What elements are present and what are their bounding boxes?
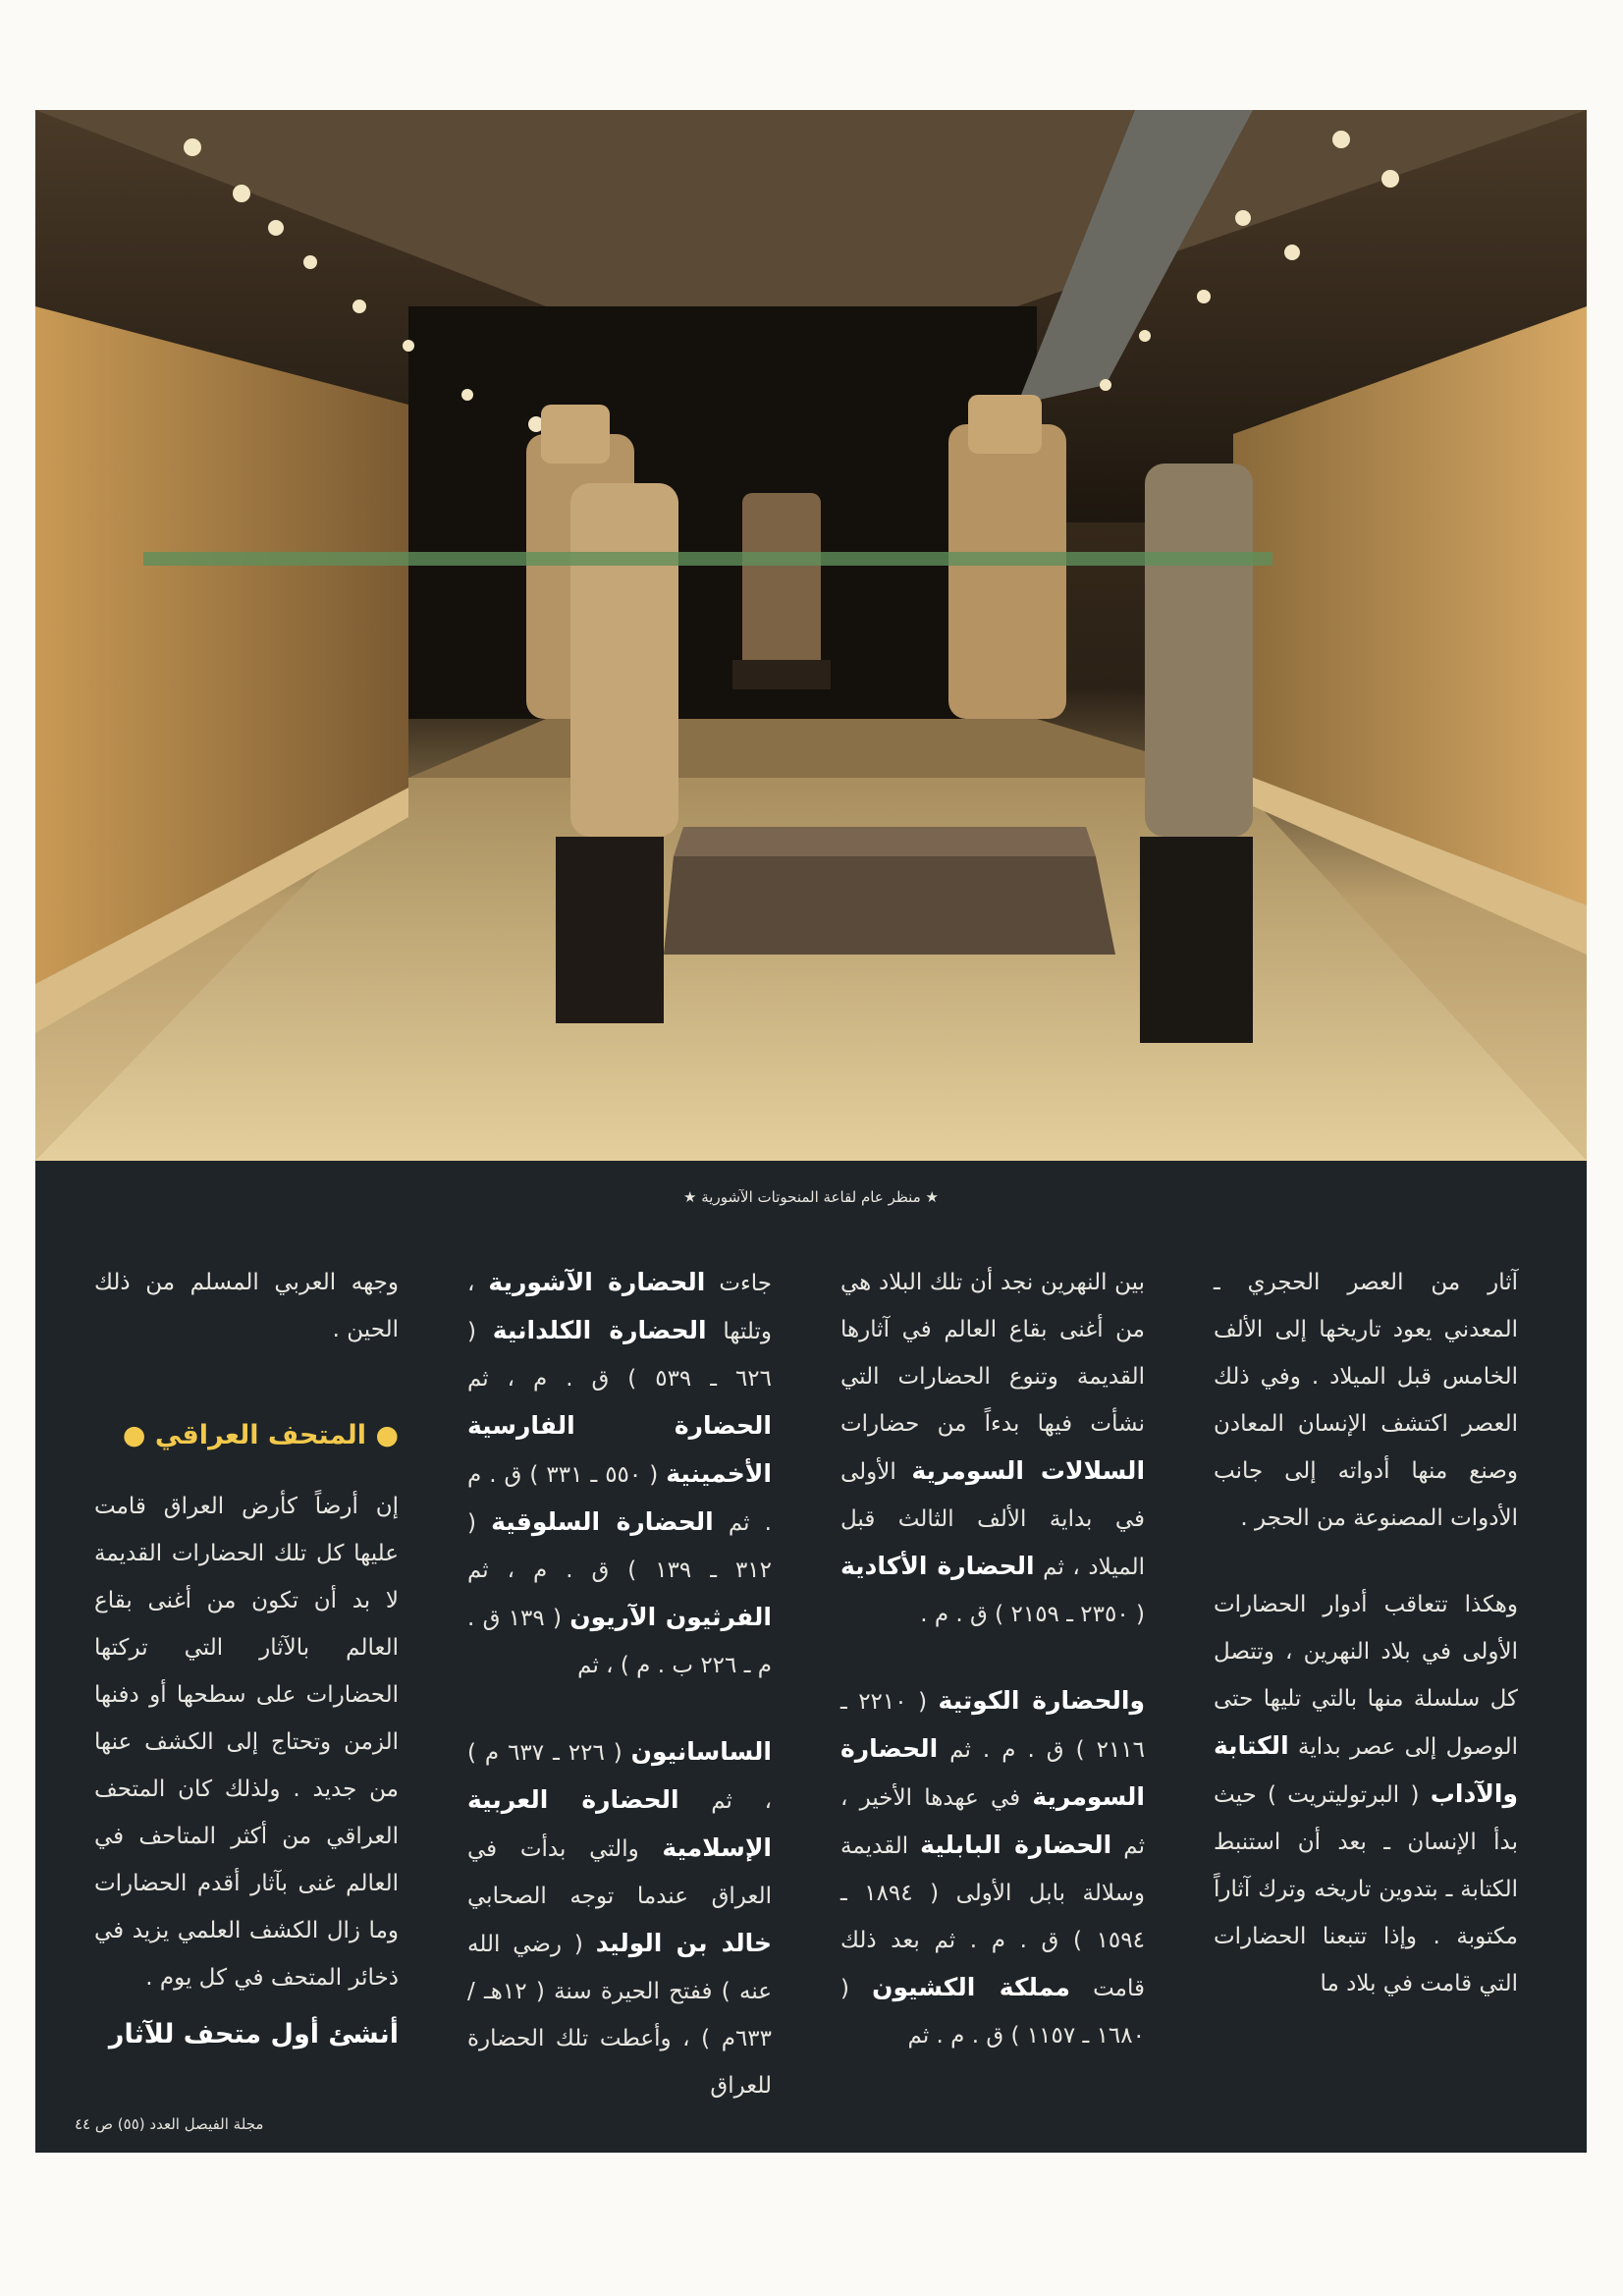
bold-term: الحضارة الأكادية — [840, 1552, 1035, 1580]
paragraph — [467, 1728, 772, 2109]
bold-term: الحضارة البابلية — [920, 1831, 1112, 1859]
paragraph — [1214, 1581, 1518, 2007]
museum-hall-illustration — [35, 110, 1587, 1161]
subheading-text: المتحف العراقي — [154, 1420, 367, 1450]
paragraph — [840, 1677, 1145, 2059]
text-span: ( ١٣٩ ق . م ـ ٢٢٦ ب . م ) ، ثم — [467, 1606, 772, 1678]
bold-term: الحضارة العربية الإسلامية — [467, 1785, 773, 1862]
bold-term: والحضارة الكوتية — [938, 1686, 1145, 1715]
paragraph: وجهه العربي المسلم من ذلك الحين . — [94, 1270, 399, 1342]
bold-term: الفرثيون الآريون — [569, 1603, 772, 1631]
text-span: ( ٢٣٥٠ ـ ٢١٥٩ ) ق . م . — [920, 1602, 1145, 1627]
bold-term: الحضارة الفارسية الأخمينية — [467, 1411, 772, 1488]
text-span: ( ٢٢٦ ـ ٦٣٧ م ) ، ثم — [467, 1740, 772, 1814]
bold-term: الحضارة السومرية — [840, 1734, 1145, 1811]
bold-term: الحضارة الآشورية — [488, 1268, 706, 1296]
paragraph: إن أرضاً كأرض العراق قامت عليها كل تلك الحضارات القديمة لا بد أن تكون من أغنى بقاع العالم بالآثار التي تركتها الحضارات على سطحها أو دفنها الزمن وتحتاج إلى الكشف عنها من جديد . ولذلك كان المتحف العراقي من أكثر المتاحف في العالم غنى بآثار أقدم الحضارات وما زال الكشف العلمي يزيد في ذخائر المتحف في كل يوم . — [94, 1494, 399, 1991]
text-span: والتي بدأت في العراق عندما توجه الصحابي — [467, 1836, 772, 1909]
text-span: وهكذا تتعاقب أدوار الحضارات الأولى في بلاد النهرين ، وتتصل كل سلسلة منها بالتي تليها حتى الوصول إلى عصر بداية — [1214, 1592, 1518, 1760]
paragraph — [840, 1259, 1145, 1638]
page-footer: مجلة الفيصل العدد (٥٥) ص ٤٤ — [75, 2115, 264, 2133]
section-subheading — [94, 1412, 399, 1459]
text-span: ( ١٦٨٠ ـ ١١٥٧ ) ق . م . ثم — [840, 1976, 1145, 2049]
article-column-3 — [467, 1259, 772, 2149]
bullet-icon: ● — [122, 1420, 146, 1450]
text-span: ( ٣١٢ ـ ١٣٩ ) ق . م ، ثم — [467, 1510, 772, 1583]
article-panel — [35, 1161, 1587, 2153]
text-span: القديمة وسلالة بابل الأولى ( ١٨٩٤ ـ ١٥٩٤ ) ق . م . ثم بعد ذلك قامت — [840, 1833, 1146, 2001]
bullet-icon: ● — [375, 1420, 399, 1450]
photo-caption: ★ منظر عام لقاعة المنحوتات الآشورية ★ — [683, 1188, 939, 1206]
text-span: الأولى في بداية الألف الثالث قبل الميلاد ، ثم — [840, 1459, 1146, 1580]
text-span: ( ٥٥٠ ـ ٣٣١ ) ق . م . ثم — [467, 1462, 772, 1536]
article-column-2 — [840, 1259, 1145, 2099]
text-span: ( ٢٢١٠ ـ ٢١١٦ ) ق . م . ثم — [840, 1689, 1146, 1763]
text-span: جاءت — [719, 1271, 773, 1296]
text-span: ( البرتوليتريت ) حيث بدأ الإنسان ـ بعد أن استنبط الكتابة ـ بتدوين تاريخه وترك آثاراً مكتوبة . وإذا تتبعنا الحضارات التي قامت في بلاد ما — [1214, 1782, 1518, 1996]
bold-term: الكتابة والآداب — [1214, 1731, 1518, 1808]
continued-heading: أنشئ أول متحف للآثار — [108, 2019, 399, 2050]
article-column-4 — [94, 1259, 399, 2058]
paragraph — [467, 1259, 772, 1689]
text-span: ، وتلتها — [467, 1271, 773, 1344]
bold-term: السلالات السومرية — [911, 1456, 1146, 1485]
article-column-1 — [1214, 1259, 1518, 2047]
text-span: ( رضي الله عنه ) ففتح الحيرة سنة ( ١٢هـ / ٦٣٣م ) ، وأعطت تلك الحضارة للعراق — [467, 1932, 772, 2099]
text-span: بين النهرين نجد أن تلك البلاد هي من أغنى بقاع العالم في آثارها القديمة وتنوع الحضارات التي نشأت فيها بدءاً من حضارات — [840, 1270, 1145, 1437]
bold-term: الحضارة السلوقية — [491, 1507, 714, 1536]
text-span: في عهدها الأخير ، ثم — [840, 1785, 1145, 1859]
bold-term: الساسانيون — [630, 1737, 772, 1766]
text-span: ( ٦٢٦ ـ ٥٣٩ ) ق . م ، ثم — [467, 1319, 772, 1392]
bold-term: مملكة الكشيون — [872, 1973, 1070, 2001]
museum-hall-photo — [35, 110, 1587, 1161]
paragraph: آثار من العصر الحجري ـ المعدني يعود تاريخها إلى الألف الخامس قبل الميلاد . وفي ذلك العصر اكتشف الإنسان المعادن وصنع منها أدواته إلى جانب الأدوات المصنوعة من الحجر . — [1214, 1270, 1518, 1531]
bold-term: الحضارة الكلدانية — [492, 1316, 707, 1344]
bold-term: خالد بن الوليد — [595, 1929, 772, 1957]
